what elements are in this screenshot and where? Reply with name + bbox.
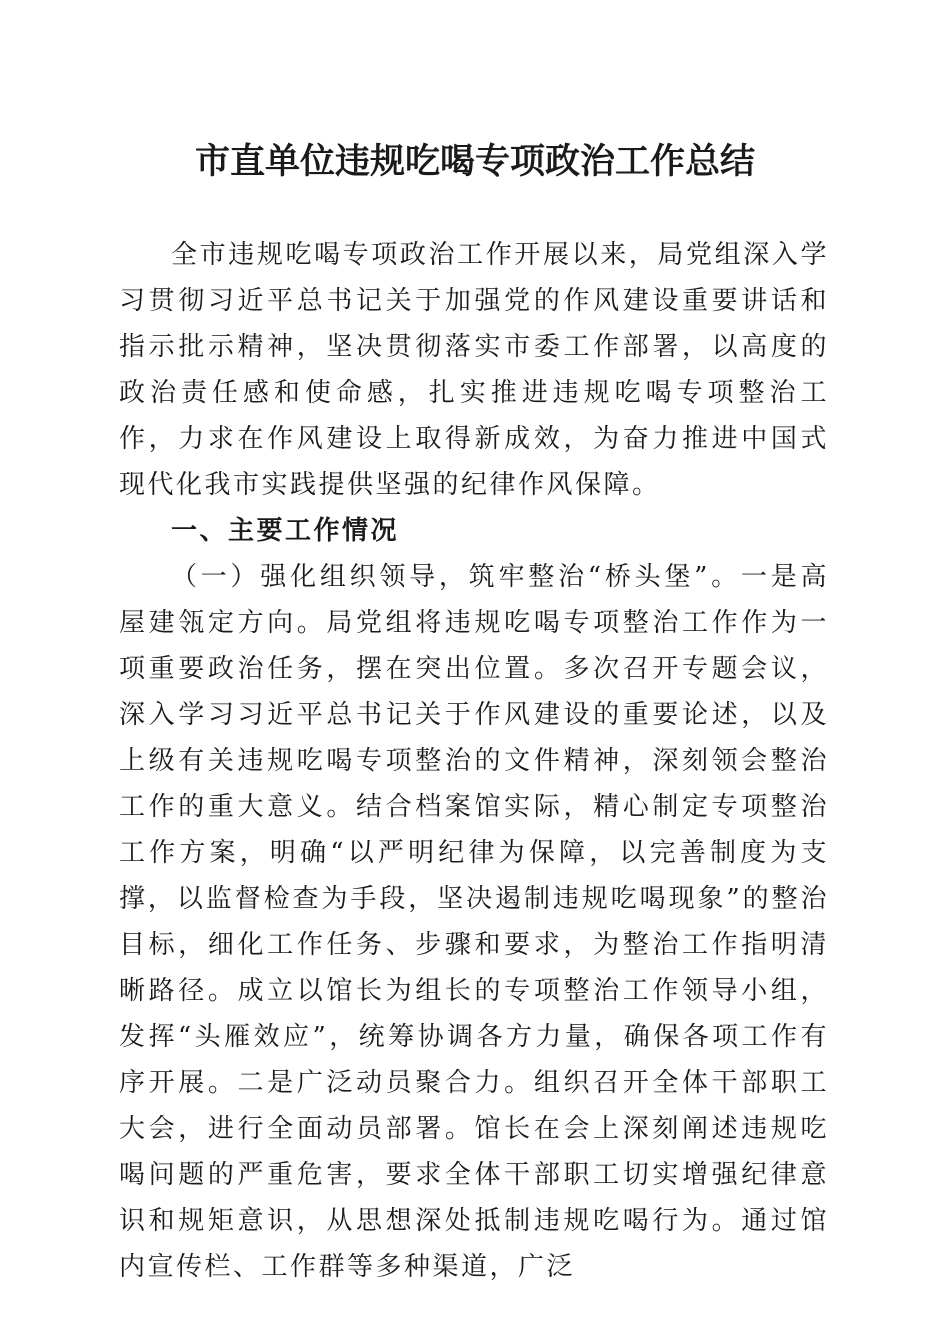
document-body [119,232,829,1290]
document-title: 市直单位违规吃喝专项政治工作总结 [194,141,755,182]
intro-paragraph: 全市违规吃喝专项政治工作开展以来，局党组深入学习贯彻习近平总书记关于加强党的作风建设重要讲话和指示批示精神，坚决贯彻落实市委工作部署，以高度的政治责任感和使命感，扎实推进违规吃喝专项整治工作，力求在作风建设上取得新成效，为奋力推进中国式现代化我市实践提供坚强的纪律作风保障。 [119,240,829,500]
section-paragraph: （一）强化组织领导，筑牢整治“桥头堡”。一是高屋建瓴定方向。局党组将违规吃喝专项整治工作作为一项重要政治任务，摆在突出位置。多次召开专题会议，深入学习习近平总书记关于作风建设的重要论述，以及上级有关违规吃喝专项整治的文件精神，深刻领会整治工作的重大意义。结合档案馆实际，精心制定专项整治工作方案，明确“以严明纪律为保障，以完善制度为支撑，以监督检查为手段，坚决遏制违规吃喝现象”的整治目标，细化工作任务、步骤和要求，为整治工作指明清晰路径。成立以馆长为组长的专项整治工作领导小组，发挥“头雁效应”，统筹协调各方力量，确保各项工作有序开展。二是广泛动员聚合力。组织召开全体干部职工大会，进行全面动员部署。馆长在会上深刻阐述违规吃喝问题的严重危害，要求全体干部职工切实增强纪律意识和规矩意识，从思想深处抵制违规吃喝行为。通过馆内宣传栏、工作群等多种渠道，广泛 [119,562,829,1282]
section-heading: 一、主要工作情况 [171,516,400,546]
